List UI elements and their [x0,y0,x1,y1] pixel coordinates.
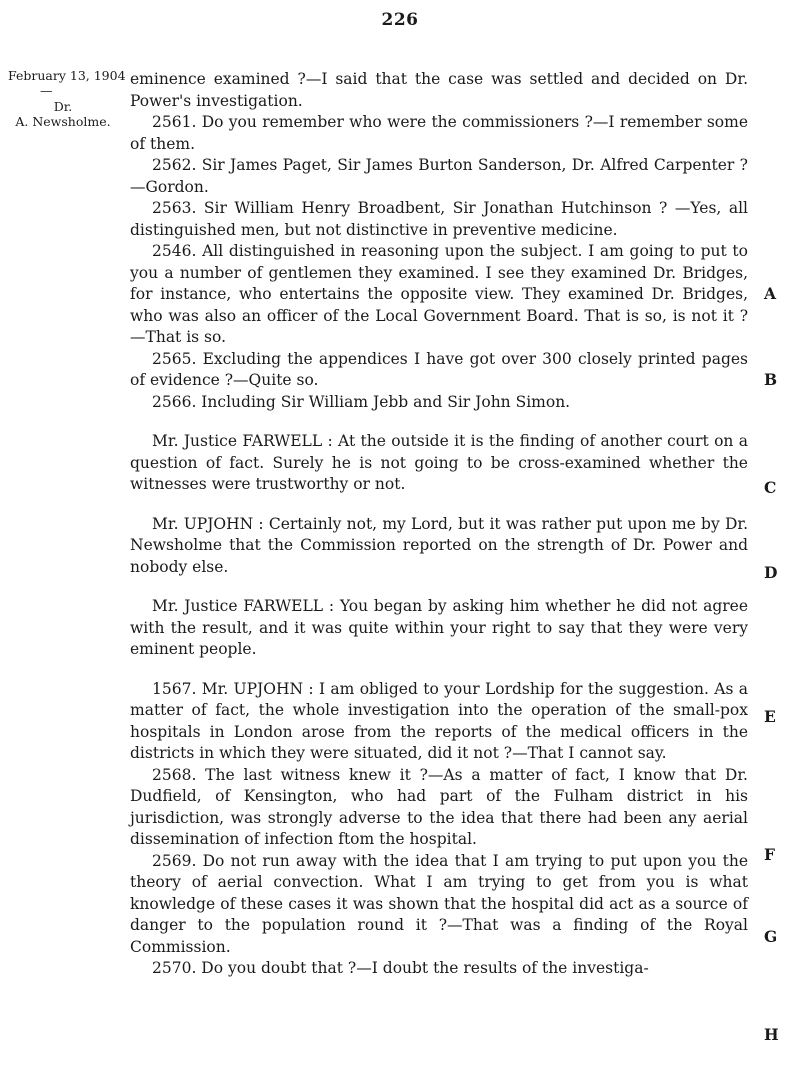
side-letter-c: C [764,478,777,497]
paragraph: eminence examined ?—I said that the case was settled and decided on Dr. Power's investigation. [130,70,748,110]
paragraph: Mr. UPJOHN : Certainly not, my Lord, but it was rather put upon me by Dr. Newsholme that the Commission reported on the strength of Dr. Power and nobody else. [130,514,748,576]
paragraph: 2546. All distinguished in reasoning upon the subject. I am going to put to you a number of gentlemen they examined. I see they examined Dr. Bridges, for instance, who entertains the opposite view. They examined Dr. Bridges, who was also an officer of the Local Government Board. That is so, is not it ?—That is so. [130,242,748,346]
paragraph: Mr. Justice FARWELL : You began by asking him whether he did not agree with the result, and it was quite within your right to say that they were very eminent people. [130,597,748,658]
paragraph: 2569. Do not run away with the idea that I am trying to put upon you the theory of aerial convection. What I am trying to get from you is what knowledge of these cases it was shown that the hospital did act as a source of danger to the population round it ?—That was a finding of the Royal Commission. [130,851,748,956]
transcript-body [130,69,748,980]
page-number: 226 [381,10,419,30]
paragraph: 2565. Excluding the appendices I have got over 300 closely printed pages of evidence ?—Quite so. [130,349,748,389]
margin-witness-name: A. Newsholme. [15,114,111,129]
paragraph: 2568. The last witness knew it ?—As a matter of fact, I know that Dr. Dudfield, of Kensington, who had part of the Fulham district in his jurisdiction, was strongly adverse to the idea that there had been any aerial dissemination of infection ftom the hospital. [130,765,748,848]
side-letter-b: B [764,370,778,389]
margin-witness-title: Dr. [53,99,73,114]
paragraph: 2570. Do you doubt that ?—I doubt the results of the investiga- [152,959,649,977]
paragraph: 2563. Sir William Henry Broadbent, Sir Jonathan Hutchinson ? —Yes, all distinguished men, but not distinctive in preventive medicine. [130,199,748,239]
paragraph: 1567. Mr. UPJOHN : I am obliged to your Lordship for the suggestion. As a matter of fact, the whole investigation into the operation of the small-pox hospitals in London arose from the reports of the medical officers in the districts in which they were situated, did it not ?—That I cannot say. [130,679,748,762]
side-letter-g: G [764,927,778,946]
side-letter-d: D [764,563,778,582]
paragraph: 2561. Do you remember who were the commissioners ?—I remember some of them. [130,113,748,153]
side-letter-a: A [764,284,777,303]
side-letter-h: H [764,1025,779,1044]
margin-date: February 13, 1904 [8,68,126,83]
paragraph: 2566. Including Sir William Jebb and Sir John Simon. [152,392,571,411]
paragraph: Mr. Justice FARWELL : At the outside it is the finding of another court on a question of fact. Surely he is not going to be cross-examined whether the witnesses were trustworthy or not. [130,432,748,493]
side-letter-f: F [764,845,776,864]
margin-dash: — [40,83,53,98]
paragraph: 2562. Sir James Paget, Sir James Burton Sanderson, Dr. Alfred Carpenter ?—Gordon. [130,156,748,196]
side-letter-e: E [764,707,776,726]
margin-note [8,69,126,129]
